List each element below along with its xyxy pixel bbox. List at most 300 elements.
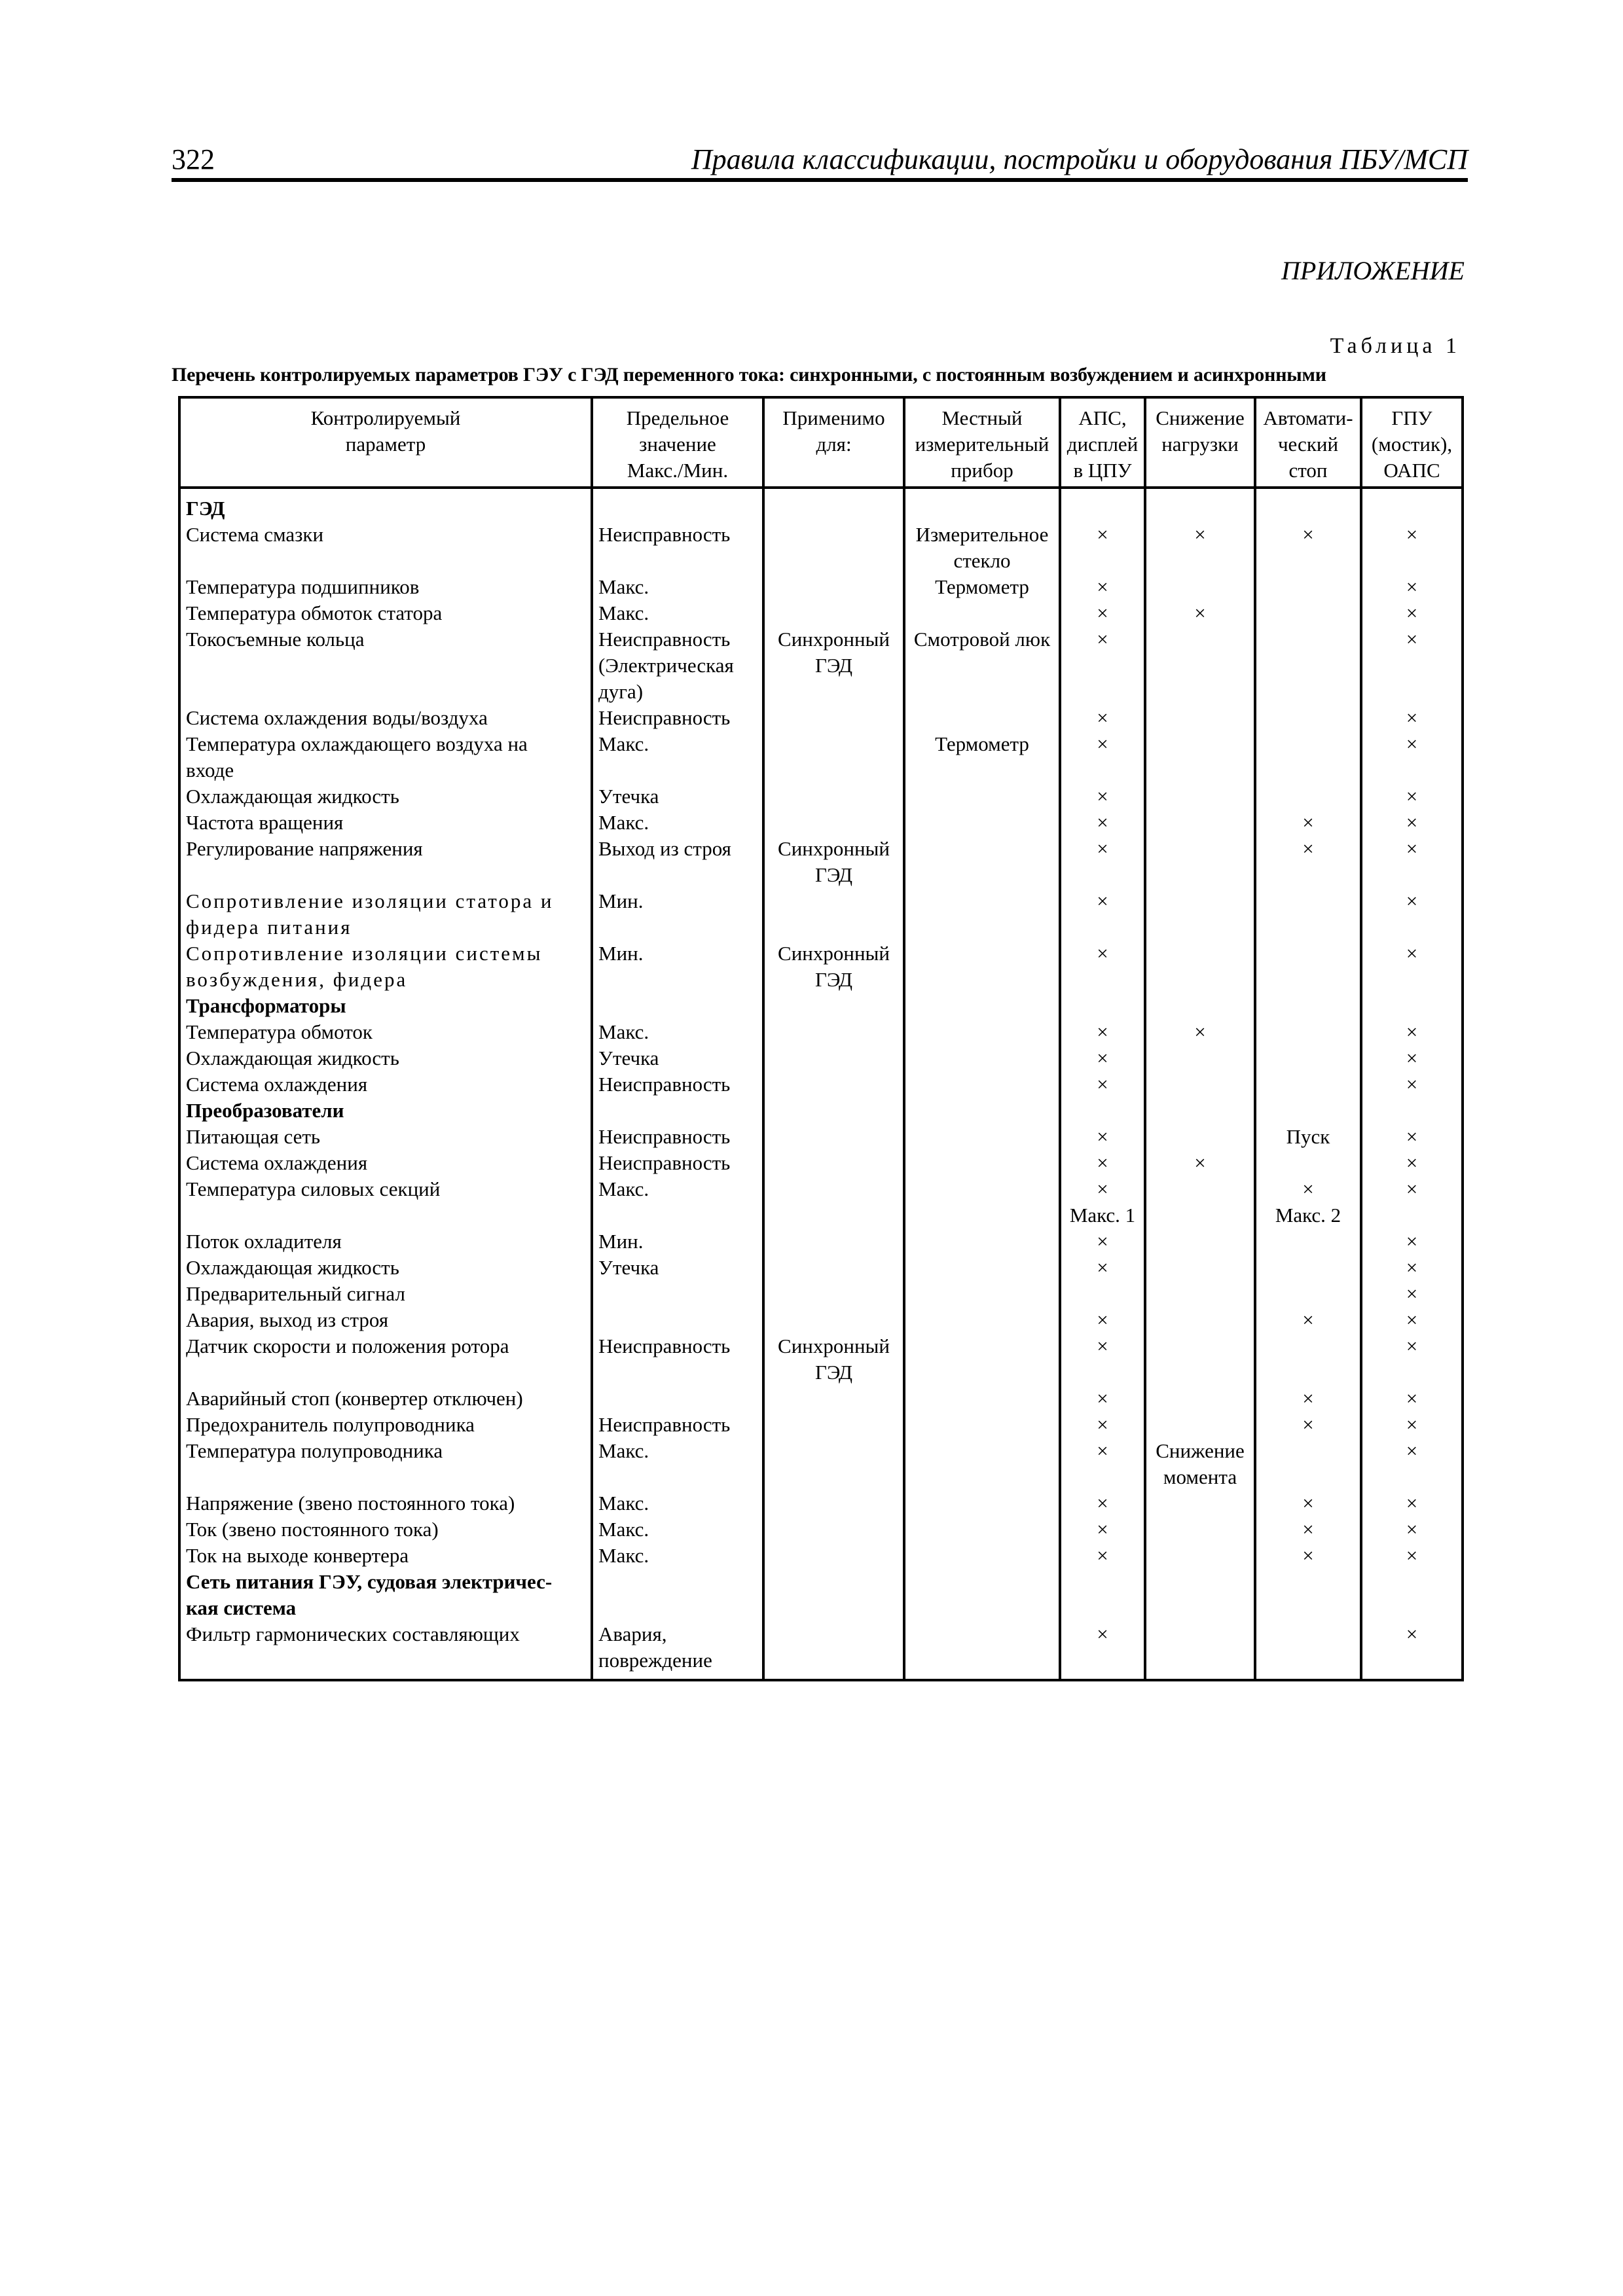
gpu-cell: ×: [1361, 1019, 1463, 1045]
column-header: [1145, 397, 1255, 488]
parameter-cell: Регулирование напряжения: [179, 836, 592, 888]
column-header: [592, 397, 763, 488]
table-row: [179, 574, 1463, 600]
gpu-cell: ×: [1361, 810, 1463, 836]
parameter-cell: Предохранитель полупроводника: [179, 1412, 592, 1438]
column-header-line: ОАПС: [1383, 459, 1440, 482]
applies-cell: [763, 1150, 904, 1176]
parameters-table: [178, 396, 1464, 1681]
aps-cell: ×: [1060, 941, 1145, 993]
column-header-line: Контролируемый: [310, 406, 461, 429]
column-header: [1255, 397, 1361, 488]
local-cell: [904, 888, 1060, 941]
parameter-cell: Токосъемные кольца: [179, 626, 592, 705]
table-row: [179, 1307, 1463, 1333]
empty-cell: [904, 993, 1060, 1019]
gpu-cell: ×: [1361, 783, 1463, 810]
empty-cell: [592, 993, 763, 1019]
stop-cell: ×: [1255, 1490, 1361, 1516]
stop-cell: [1255, 1071, 1361, 1098]
limit-cell: Авария, повреждение: [592, 1621, 763, 1680]
column-header-line: Автомати-: [1263, 406, 1353, 429]
local-cell: [904, 1490, 1060, 1516]
limit-cell: Макс.: [592, 1176, 763, 1229]
applies-cell: [763, 731, 904, 783]
column-header-line: Применимо: [782, 406, 885, 429]
aps-cell: ×: [1060, 626, 1145, 705]
load-cell: [1145, 1229, 1255, 1255]
page-number: 322: [172, 143, 215, 175]
applies-cell: [763, 1229, 904, 1255]
table-row: [179, 1229, 1463, 1255]
table-row: [179, 1176, 1463, 1229]
parameter-cell: Температура обмоток: [179, 1019, 592, 1045]
gpu-cell: ×: [1361, 1412, 1463, 1438]
column-header-line: Местный: [941, 406, 1023, 429]
stop-cell: [1255, 705, 1361, 731]
applies-cell: [763, 1307, 904, 1333]
table-row: [179, 1124, 1463, 1150]
limit-cell: [592, 1281, 763, 1307]
gpu-cell: ×: [1361, 1621, 1463, 1680]
empty-cell: [1361, 488, 1463, 522]
local-cell: [904, 705, 1060, 731]
parameter-cell: Датчик скорости и положения ротора: [179, 1333, 592, 1386]
aps-cell: ×: [1060, 1150, 1145, 1176]
applies-cell: [763, 600, 904, 626]
gpu-cell: ×: [1361, 1386, 1463, 1412]
aps-cell: ×: [1060, 1438, 1145, 1490]
load-cell: [1145, 1621, 1255, 1680]
applies-cell: [763, 1255, 904, 1281]
local-cell: [904, 1071, 1060, 1098]
table-row: [179, 888, 1463, 941]
table-body: [179, 488, 1463, 1680]
stop-cell: ×: [1255, 1386, 1361, 1412]
applies-cell: [763, 1412, 904, 1438]
gpu-cell: ×: [1361, 600, 1463, 626]
local-cell: [904, 1176, 1060, 1229]
gpu-cell: ×: [1361, 836, 1463, 888]
gpu-cell: ×: [1361, 731, 1463, 783]
empty-cell: [763, 488, 904, 522]
empty-cell: [1145, 1098, 1255, 1124]
load-cell: [1145, 1045, 1255, 1071]
empty-cell: [763, 993, 904, 1019]
stop-cell: [1255, 574, 1361, 600]
limit-cell: Мин.: [592, 888, 763, 941]
section-row: [179, 1098, 1463, 1124]
load-cell: ×: [1145, 522, 1255, 574]
table-row: [179, 626, 1463, 705]
section-title: Преобразователи: [179, 1098, 592, 1124]
table-row: [179, 836, 1463, 888]
aps-cell: ×: [1060, 836, 1145, 888]
empty-cell: [1145, 993, 1255, 1019]
appendix-label: ПРИЛОЖЕНИЕ: [1281, 256, 1465, 285]
limit-cell: Неисправность: [592, 1124, 763, 1150]
table-row: [179, 1255, 1463, 1281]
gpu-cell: ×: [1361, 1333, 1463, 1386]
aps-cell: ×: [1060, 810, 1145, 836]
limit-cell: Неисправность (Электрическая дуга): [592, 626, 763, 705]
applies-cell: [763, 1490, 904, 1516]
applies-cell: Синхронный ГЭД: [763, 1333, 904, 1386]
limit-cell: Мин.: [592, 1229, 763, 1255]
empty-cell: [904, 488, 1060, 522]
stop-cell: ×: [1255, 522, 1361, 574]
local-cell: [904, 1307, 1060, 1333]
applies-cell: [763, 1386, 904, 1412]
limit-cell: Утечка: [592, 783, 763, 810]
applies-cell: [763, 888, 904, 941]
local-cell: Измерительное стекло: [904, 522, 1060, 574]
gpu-cell: ×: [1361, 1124, 1463, 1150]
gpu-cell: ×: [1361, 1176, 1463, 1229]
parameter-cell: Температура силовых секций: [179, 1176, 592, 1229]
local-cell: [904, 941, 1060, 993]
table-row: [179, 1019, 1463, 1045]
section-row: [179, 1569, 1463, 1621]
aps-cell: × Макс. 1: [1060, 1176, 1145, 1229]
table-row: [179, 1281, 1463, 1307]
stop-cell: [1255, 1281, 1361, 1307]
aps-cell: ×: [1060, 1307, 1145, 1333]
empty-cell: [904, 1569, 1060, 1621]
gpu-cell: ×: [1361, 941, 1463, 993]
stop-cell: [1255, 941, 1361, 993]
table-row: [179, 1071, 1463, 1098]
table-row: [179, 1150, 1463, 1176]
aps-cell: ×: [1060, 1490, 1145, 1516]
load-cell: Снижение момента: [1145, 1438, 1255, 1490]
load-cell: [1145, 705, 1255, 731]
applies-cell: [763, 574, 904, 600]
load-cell: [1145, 888, 1255, 941]
load-cell: [1145, 941, 1255, 993]
gpu-cell: ×: [1361, 1307, 1463, 1333]
section-title: Трансформаторы: [179, 993, 592, 1019]
section-title: ГЭД: [179, 488, 592, 522]
aps-cell: [1060, 1281, 1145, 1307]
stop-cell: [1255, 1150, 1361, 1176]
limit-cell: Неисправность: [592, 1150, 763, 1176]
empty-cell: [1145, 488, 1255, 522]
stop-cell: [1255, 626, 1361, 705]
aps-cell: ×: [1060, 1255, 1145, 1281]
empty-cell: [904, 1098, 1060, 1124]
applies-cell: [763, 1438, 904, 1490]
limit-cell: Утечка: [592, 1255, 763, 1281]
column-header-line: Снижение: [1156, 406, 1245, 429]
table-row: [179, 1412, 1463, 1438]
parameter-cell: Ток (звено постоянного тока): [179, 1516, 592, 1543]
limit-cell: Макс.: [592, 1543, 763, 1569]
parameter-cell: Авария, выход из строя: [179, 1307, 592, 1333]
column-header-line: (мостик),: [1371, 433, 1453, 456]
local-cell: [904, 836, 1060, 888]
gpu-cell: ×: [1361, 1229, 1463, 1255]
empty-cell: [1255, 488, 1361, 522]
limit-cell: Неисправность: [592, 1333, 763, 1386]
parameter-cell: Аварийный стоп (конвертер отключен): [179, 1386, 592, 1412]
load-cell: [1145, 1307, 1255, 1333]
limit-cell: Макс.: [592, 1516, 763, 1543]
column-header-line: прибор: [951, 459, 1013, 482]
parameter-cell: Система охлаждения: [179, 1150, 592, 1176]
empty-cell: [1255, 993, 1361, 1019]
aps-cell: ×: [1060, 705, 1145, 731]
limit-cell: Мин.: [592, 941, 763, 993]
table-row: [179, 941, 1463, 993]
table-caption: Перечень контролируемых параметров ГЭУ с ГЭД переменного тока: синхронными, с постоянным возбуждением и асинхронными: [172, 364, 1326, 386]
applies-cell: [763, 1281, 904, 1307]
applies-cell: Синхронный ГЭД: [763, 836, 904, 888]
empty-cell: [592, 1569, 763, 1621]
stop-cell: ×: [1255, 1516, 1361, 1543]
limit-cell: Неисправность: [592, 705, 763, 731]
load-cell: [1145, 731, 1255, 783]
empty-cell: [1060, 1098, 1145, 1124]
applies-cell: [763, 1176, 904, 1229]
parameter-cell: Температура подшипников: [179, 574, 592, 600]
gpu-cell: ×: [1361, 705, 1463, 731]
section-title: Сеть питания ГЭУ, судовая электричес- кая система: [179, 1569, 592, 1621]
stop-cell: [1255, 1438, 1361, 1490]
stop-cell: [1255, 600, 1361, 626]
gpu-cell: ×: [1361, 1438, 1463, 1490]
load-cell: [1145, 1516, 1255, 1543]
aps-cell: ×: [1060, 888, 1145, 941]
local-cell: [904, 1333, 1060, 1386]
column-header-line: ческий: [1277, 433, 1339, 456]
parameter-cell: Температура охлаждающего воздуха на входе: [179, 731, 592, 783]
parameter-cell: Сопротивление изоляции системы возбуждения, фидера: [179, 941, 592, 993]
table-row: [179, 522, 1463, 574]
local-cell: [904, 1019, 1060, 1045]
limit-cell: Макс.: [592, 1438, 763, 1490]
load-cell: [1145, 1543, 1255, 1569]
applies-cell: [763, 1045, 904, 1071]
parameter-cell: Сопротивление изоляции статора и фидера питания: [179, 888, 592, 941]
section-row: [179, 993, 1463, 1019]
local-cell: [904, 1412, 1060, 1438]
aps-cell: ×: [1060, 600, 1145, 626]
load-cell: [1145, 1255, 1255, 1281]
stop-cell: ×: [1255, 1543, 1361, 1569]
aps-cell: ×: [1060, 1621, 1145, 1680]
stop-cell: [1255, 1621, 1361, 1680]
aps-cell: ×: [1060, 1516, 1145, 1543]
stop-cell: [1255, 1045, 1361, 1071]
aps-cell: ×: [1060, 522, 1145, 574]
stop-cell: [1255, 731, 1361, 783]
running-title: Правила классификации, постройки и оборудования ПБУ/МСП: [691, 143, 1468, 175]
load-cell: [1145, 783, 1255, 810]
local-cell: Смотровой люк: [904, 626, 1060, 705]
parameter-cell: Охлаждающая жидкость: [179, 783, 592, 810]
table-row: [179, 783, 1463, 810]
aps-cell: ×: [1060, 1071, 1145, 1098]
empty-cell: [763, 1569, 904, 1621]
aps-cell: ×: [1060, 1229, 1145, 1255]
local-cell: [904, 1438, 1060, 1490]
column-header: [763, 397, 904, 488]
local-cell: [904, 810, 1060, 836]
load-cell: [1145, 1333, 1255, 1386]
local-cell: [904, 1255, 1060, 1281]
local-cell: [904, 1543, 1060, 1569]
load-cell: [1145, 1176, 1255, 1229]
column-header-line: значение: [639, 433, 716, 456]
parameter-cell: Температура полупроводника: [179, 1438, 592, 1490]
column-header-line: параметр: [345, 433, 426, 456]
aps-cell: ×: [1060, 731, 1145, 783]
local-cell: [904, 1045, 1060, 1071]
empty-cell: [1255, 1569, 1361, 1621]
stop-cell: [1255, 1229, 1361, 1255]
local-cell: [904, 783, 1060, 810]
table-row: [179, 705, 1463, 731]
limit-cell: Макс.: [592, 810, 763, 836]
empty-cell: [1145, 1569, 1255, 1621]
load-cell: ×: [1145, 1019, 1255, 1045]
applies-cell: [763, 1071, 904, 1098]
stop-cell: ×: [1255, 1412, 1361, 1438]
limit-cell: Макс.: [592, 1490, 763, 1516]
stop-cell: ×: [1255, 810, 1361, 836]
local-cell: [904, 1229, 1060, 1255]
aps-cell: ×: [1060, 1333, 1145, 1386]
empty-cell: [1060, 488, 1145, 522]
stop-cell: × Макс. 2: [1255, 1176, 1361, 1229]
local-cell: [904, 1124, 1060, 1150]
gpu-cell: ×: [1361, 1490, 1463, 1516]
limit-cell: Утечка: [592, 1045, 763, 1071]
parameter-cell: Система охлаждения: [179, 1071, 592, 1098]
parameter-cell: Напряжение (звено постоянного тока): [179, 1490, 592, 1516]
limit-cell: [592, 1307, 763, 1333]
gpu-cell: ×: [1361, 1255, 1463, 1281]
load-cell: [1145, 1412, 1255, 1438]
applies-cell: [763, 1019, 904, 1045]
gpu-cell: ×: [1361, 1071, 1463, 1098]
empty-cell: [1060, 1569, 1145, 1621]
limit-cell: Неисправность: [592, 1412, 763, 1438]
load-cell: [1145, 836, 1255, 888]
local-cell: Термометр: [904, 731, 1060, 783]
stop-cell: [1255, 888, 1361, 941]
applies-cell: Синхронный ГЭД: [763, 941, 904, 993]
section-row: [179, 488, 1463, 522]
column-header-line: Макс./Мин.: [627, 459, 729, 482]
page-header: [172, 143, 1468, 179]
parameter-cell: Температура обмоток статора: [179, 600, 592, 626]
local-cell: Термометр: [904, 574, 1060, 600]
table-header-row: [179, 397, 1463, 488]
load-cell: ×: [1145, 600, 1255, 626]
parameter-cell: Ток на выходе конвертера: [179, 1543, 592, 1569]
column-header-line: в ЦПУ: [1073, 459, 1132, 482]
local-cell: [904, 1516, 1060, 1543]
aps-cell: ×: [1060, 574, 1145, 600]
gpu-cell: ×: [1361, 626, 1463, 705]
local-cell: [904, 600, 1060, 626]
parameter-cell: Поток охладителя: [179, 1229, 592, 1255]
load-cell: [1145, 1124, 1255, 1150]
table-row: [179, 600, 1463, 626]
gpu-cell: ×: [1361, 1150, 1463, 1176]
gpu-cell: ×: [1361, 888, 1463, 941]
stop-cell: [1255, 1019, 1361, 1045]
load-cell: [1145, 1490, 1255, 1516]
gpu-cell: ×: [1361, 574, 1463, 600]
table-row: [179, 1621, 1463, 1680]
table-row: [179, 731, 1463, 783]
table-row: [179, 1490, 1463, 1516]
load-cell: [1145, 1281, 1255, 1307]
table-number: Таблица 1: [1330, 334, 1461, 358]
table-row: [179, 1333, 1463, 1386]
column-header-line: Предельное: [626, 406, 729, 429]
load-cell: [1145, 574, 1255, 600]
limit-cell: Неисправность: [592, 522, 763, 574]
empty-cell: [1361, 1098, 1463, 1124]
limit-cell: [592, 1386, 763, 1412]
load-cell: ×: [1145, 1150, 1255, 1176]
header-rule: [172, 178, 1468, 182]
gpu-cell: ×: [1361, 1516, 1463, 1543]
column-header-line: измерительный: [915, 433, 1049, 456]
empty-cell: [1361, 993, 1463, 1019]
applies-cell: [763, 1543, 904, 1569]
empty-cell: [763, 1098, 904, 1124]
aps-cell: ×: [1060, 1045, 1145, 1071]
table-row: [179, 1438, 1463, 1490]
limit-cell: Неисправность: [592, 1071, 763, 1098]
parameter-cell: Питающая сеть: [179, 1124, 592, 1150]
table-row: [179, 1543, 1463, 1569]
applies-cell: [763, 783, 904, 810]
gpu-cell: ×: [1361, 1045, 1463, 1071]
column-header-line: дисплей: [1067, 433, 1139, 456]
column-header: [904, 397, 1060, 488]
applies-cell: [763, 705, 904, 731]
parameter-cell: Охлаждающая жидкость: [179, 1255, 592, 1281]
load-cell: [1145, 626, 1255, 705]
aps-cell: ×: [1060, 1019, 1145, 1045]
column-header-line: для:: [816, 433, 852, 456]
applies-cell: [763, 522, 904, 574]
parameter-cell: Система смазки: [179, 522, 592, 574]
limit-cell: Макс.: [592, 731, 763, 783]
gpu-cell: ×: [1361, 522, 1463, 574]
column-header: [179, 397, 592, 488]
local-cell: [904, 1621, 1060, 1680]
stop-cell: ×: [1255, 836, 1361, 888]
applies-cell: [763, 1124, 904, 1150]
empty-cell: [1361, 1569, 1463, 1621]
load-cell: [1145, 810, 1255, 836]
aps-cell: ×: [1060, 1412, 1145, 1438]
stop-cell: ×: [1255, 1307, 1361, 1333]
aps-cell: ×: [1060, 1543, 1145, 1569]
column-header-line: стоп: [1288, 459, 1328, 482]
applies-cell: [763, 810, 904, 836]
empty-cell: [592, 488, 763, 522]
limit-cell: Макс.: [592, 1019, 763, 1045]
empty-cell: [1060, 993, 1145, 1019]
